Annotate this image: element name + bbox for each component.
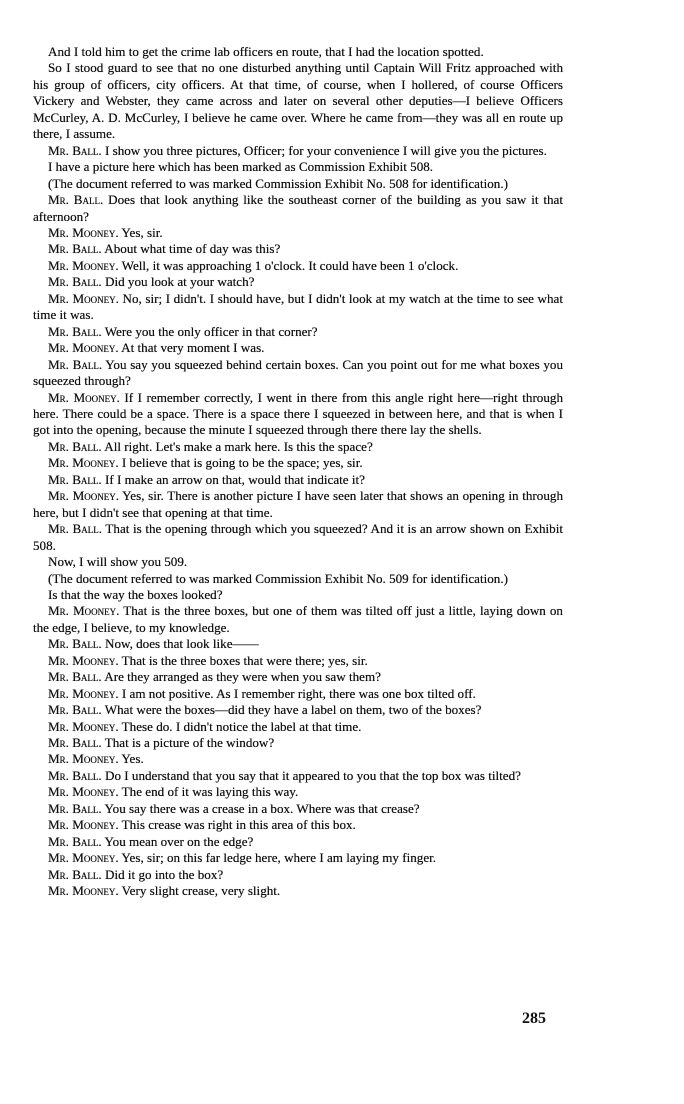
paragraph-text: Did it go into the box? xyxy=(104,866,224,882)
paragraph-text: Are they arranged as they were when you saw them? xyxy=(104,669,381,685)
paragraph-text: All right. Let's make a mark here. Is this the space? xyxy=(104,438,373,454)
paragraph-text: If I remember correctly, I went in there from this angle right here—right through here. There could be a space. There is a space there I squeezed in between here, and that is when I got into the opening, because the minute I squeezed through there there lay the shells. xyxy=(33,389,563,438)
narrative-paragraph xyxy=(33,587,563,603)
paragraph-text: I believe that is going to be the space; yes, sir. xyxy=(121,455,363,471)
paragraph-text: You say you squeezed behind certain boxes. Can you point out for me what boxes you squeezed through? xyxy=(33,356,563,389)
paragraph-text: I have a picture here which has been marked as Commission Exhibit 508. xyxy=(48,159,434,175)
speaker-name: Mr. Ball. xyxy=(48,241,102,257)
paragraph-text: Do I understand that you say that it appeared to you that the top box was tilted? xyxy=(104,767,521,783)
speaker-name: Mr. Mooney. xyxy=(48,340,119,356)
paragraph-text: I show you three pictures, Officer; for your convenience I will give you the pictures. xyxy=(104,142,547,158)
testimony-paragraph xyxy=(33,817,563,833)
speaker-name: Mr. Mooney. xyxy=(48,389,120,405)
testimony-paragraph xyxy=(33,472,563,488)
testimony-paragraph xyxy=(33,390,563,439)
speaker-name: Mr. Ball. xyxy=(48,142,102,158)
narrative-paragraph xyxy=(33,176,563,192)
testimony-paragraph xyxy=(33,669,563,685)
testimony-paragraph xyxy=(33,488,563,521)
speaker-name: Mr. Mooney. xyxy=(48,603,120,619)
testimony-paragraph xyxy=(33,784,563,800)
paragraph-text: And I told him to get the crime lab officers en route, that I had the location spotted. xyxy=(48,44,484,59)
testimony-paragraph xyxy=(33,801,563,817)
testimony-paragraph xyxy=(33,291,563,324)
speaker-name: Mr. Ball. xyxy=(48,274,102,290)
speaker-name: Mr. Mooney. xyxy=(48,751,119,767)
speaker-name: Mr. Ball. xyxy=(48,767,102,783)
paragraph-text: Yes. xyxy=(121,751,144,767)
testimony-paragraph xyxy=(33,340,563,356)
speaker-name: Mr. Ball. xyxy=(48,323,102,339)
paragraph-text: About what time of day was this? xyxy=(104,241,281,257)
speaker-name: Mr. Ball. xyxy=(48,192,104,208)
speaker-name: Mr. Mooney. xyxy=(48,257,119,273)
speaker-name: Mr. Mooney. xyxy=(48,455,119,471)
testimony-paragraph xyxy=(33,751,563,767)
testimony-paragraph xyxy=(33,636,563,652)
paragraph-text: Very slight crease, very slight. xyxy=(121,883,281,899)
testimony-paragraph xyxy=(33,719,563,735)
paragraph-text: If I make an arrow on that, would that indicate it? xyxy=(104,471,365,487)
paragraph-text: So I stood guard to see that no one disturbed anything until Captain Will Fritz approached with his group of officers, city officers. At that time, of course, when I hollered, of course Officers Vickery and Webster, they came across and later on several other deputies—I believe Officers McCurley, A. D. McCurley, I believe he came over. Where he came from—they was all en route up there, I assume. xyxy=(33,60,563,142)
testimony-paragraph xyxy=(33,834,563,850)
page-number: 285 xyxy=(522,1010,546,1027)
paragraph-text: At that very moment I was. xyxy=(121,340,265,356)
paragraph-text: Yes, sir. There is another picture I have seen later that shows an opening in through here, but I didn't see that opening at that time. xyxy=(33,488,563,520)
paragraph-text: These do. I didn't notice the label at that time. xyxy=(121,718,362,734)
paragraph-text: What were the boxes—did they have a label on them, two of the boxes? xyxy=(104,702,482,718)
testimony-paragraph xyxy=(33,143,563,159)
paragraph-text: I am not positive. As I remember right, there was one box tilted off. xyxy=(121,685,476,701)
speaker-name: Mr. Mooney. xyxy=(48,224,119,240)
testimony-paragraph xyxy=(33,603,563,636)
speaker-name: Mr. Ball. xyxy=(48,356,103,372)
paragraph-text: Is that the way the boxes looked? xyxy=(48,586,223,602)
speaker-name: Mr. Mooney. xyxy=(48,488,119,504)
narrative-paragraph xyxy=(33,60,563,142)
speaker-name: Mr. Mooney. xyxy=(48,718,119,734)
paragraph-text: The end of it was laying this way. xyxy=(121,784,299,800)
testimony-paragraph xyxy=(33,439,563,455)
paragraph-text: That is the three boxes, but one of them was tilted off just a little, laying down on the edge, I believe, to my knowledge. xyxy=(33,603,563,635)
testimony-paragraph xyxy=(33,702,563,718)
paragraph-text: That is the three boxes that were there; yes, sir. xyxy=(121,652,368,668)
paragraph-text: (The document referred to was marked Commission Exhibit No. 508 for identification.) xyxy=(48,175,508,191)
paragraph-text: This crease was right in this area of this box. xyxy=(121,817,356,833)
paragraph-text: Well, it was approaching 1 o'clock. It could have been 1 o'clock. xyxy=(121,257,459,273)
paragraph-text: Now, does that look like—— xyxy=(104,636,259,652)
testimony-paragraph xyxy=(33,686,563,702)
testimony-paragraph xyxy=(33,225,563,241)
speaker-name: Mr. Ball. xyxy=(48,438,102,454)
paragraph-text: Did you look at your watch? xyxy=(104,274,255,290)
speaker-name: Mr. Mooney. xyxy=(48,652,119,668)
testimony-paragraph xyxy=(33,850,563,866)
speaker-name: Mr. Ball. xyxy=(48,521,103,537)
speaker-name: Mr. Ball. xyxy=(48,669,102,685)
speaker-name: Mr. Mooney. xyxy=(48,685,119,701)
testimony-paragraph xyxy=(33,274,563,290)
paragraph-text: You say there was a crease in a box. Where was that crease? xyxy=(104,800,420,816)
testimony-paragraph xyxy=(33,324,563,340)
paragraph-text: No, sir; I didn't. I should have, but I didn't look at my watch at the time to see what time it was. xyxy=(33,290,563,323)
paragraph-text: (The document referred to was marked Commission Exhibit No. 509 for identification.) xyxy=(48,570,508,586)
testimony-paragraph xyxy=(33,241,563,257)
narrative-paragraph xyxy=(33,44,563,60)
narrative-paragraph xyxy=(33,159,563,175)
testimony-paragraph xyxy=(33,883,563,899)
testimony-paragraph xyxy=(33,455,563,471)
testimony-paragraph xyxy=(33,258,563,274)
speaker-name: Mr. Ball. xyxy=(48,800,102,816)
testimony-paragraph xyxy=(33,192,563,225)
speaker-name: Mr. Ball. xyxy=(48,735,102,751)
testimony-paragraph xyxy=(33,735,563,751)
speaker-name: Mr. Ball. xyxy=(48,702,102,718)
paragraph-text: That is a picture of the window? xyxy=(104,735,275,751)
paragraph-text: Now, I will show you 509. xyxy=(48,554,188,570)
transcript-body xyxy=(33,44,563,900)
speaker-name: Mr. Mooney. xyxy=(48,784,119,800)
speaker-name: Mr. Ball. xyxy=(48,471,102,487)
testimony-paragraph xyxy=(33,521,563,554)
testimony-paragraph xyxy=(33,357,563,390)
paragraph-text: You mean over on the edge? xyxy=(104,833,254,849)
speaker-name: Mr. Mooney. xyxy=(48,817,119,833)
narrative-paragraph xyxy=(33,554,563,570)
testimony-paragraph xyxy=(33,768,563,784)
speaker-name: Mr. Ball. xyxy=(48,636,102,652)
speaker-name: Mr. Ball. xyxy=(48,866,102,882)
paragraph-text: Yes, sir. xyxy=(121,224,163,240)
paragraph-text: Were you the only officer in that corner? xyxy=(104,323,318,339)
paragraph-text: That is the opening through which you squeezed? And it is an arrow shown on Exhibit 508. xyxy=(33,521,564,553)
speaker-name: Mr. Mooney. xyxy=(48,850,119,866)
speaker-name: Mr. Ball. xyxy=(48,833,102,849)
paragraph-text: Yes, sir; on this far ledge here, where I am laying my finger. xyxy=(121,850,437,866)
narrative-paragraph xyxy=(33,571,563,587)
paragraph-text: Does that look anything like the southeast corner of the building as you saw it that afternoon? xyxy=(33,192,563,224)
speaker-name: Mr. Mooney. xyxy=(48,290,119,306)
testimony-paragraph xyxy=(33,867,563,883)
speaker-name: Mr. Mooney. xyxy=(48,883,119,899)
testimony-paragraph xyxy=(33,653,563,669)
